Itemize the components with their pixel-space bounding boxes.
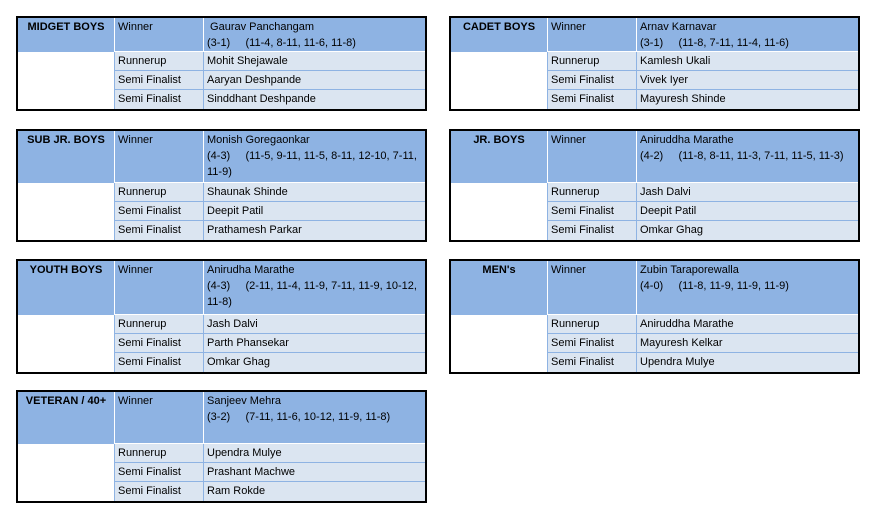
category-spacer	[18, 221, 115, 240]
category-spacer	[18, 482, 115, 501]
player-name: Mayuresh Kelkar	[637, 334, 858, 353]
winner-name: Anirudha Marathe	[207, 264, 295, 276]
player-name: Omkar Ghag	[637, 221, 858, 240]
match-score: (3-2) (7-11, 11-6, 10-12, 11-9, 11-8)	[207, 411, 391, 423]
category-spacer	[451, 202, 548, 221]
category-spacer	[18, 202, 115, 221]
category-table	[449, 129, 860, 242]
winner-cell	[204, 392, 425, 444]
match-score: (4-0) (11-8, 11-9, 11-9, 11-9)	[640, 280, 789, 292]
result-label: Runnerup	[115, 183, 204, 202]
category-spacer	[18, 183, 115, 202]
category-name: SUB JR. BOYS	[18, 131, 115, 183]
result-label: Semi Finalist	[115, 334, 204, 353]
category-spacer	[451, 334, 548, 353]
result-label: Runnerup	[548, 315, 637, 334]
match-score: (4-2) (11-8, 8-11, 11-3, 7-11, 11-5, 11-3)	[640, 150, 844, 162]
player-name: Mohit Shejawale	[204, 52, 425, 71]
category-name: JR. BOYS	[451, 131, 548, 183]
player-name: Deepit Patil	[204, 202, 425, 221]
winner-name: Zubin Taraporewalla	[640, 264, 739, 276]
category-table	[16, 390, 427, 503]
result-label: Semi Finalist	[548, 71, 637, 90]
category-spacer	[18, 444, 115, 463]
result-label: Runnerup	[115, 315, 204, 334]
player-name: Sinddhant Deshpande	[204, 90, 425, 109]
result-label: Runnerup	[115, 52, 204, 71]
winner-cell	[204, 131, 425, 183]
winner-label: Winner	[548, 131, 637, 183]
result-label: Semi Finalist	[115, 90, 204, 109]
category-spacer	[451, 183, 548, 202]
category-spacer	[18, 52, 115, 71]
player-name: Aniruddha Marathe	[637, 315, 858, 334]
result-label: Runnerup	[115, 444, 204, 463]
category-spacer	[18, 463, 115, 482]
result-label: Runnerup	[548, 183, 637, 202]
category-spacer	[18, 71, 115, 90]
result-label: Semi Finalist	[548, 353, 637, 372]
winner-name: Aniruddha Marathe	[640, 134, 734, 146]
player-name: Jash Dalvi	[637, 183, 858, 202]
category-name: VETERAN / 40+	[18, 392, 115, 444]
category-spacer	[18, 353, 115, 372]
result-label: Semi Finalist	[115, 221, 204, 240]
category-table	[16, 259, 427, 374]
result-label: Runnerup	[548, 52, 637, 71]
winner-label: Winner	[115, 18, 204, 52]
winner-name: Monish Goregaonkar	[207, 134, 310, 146]
category-name: YOUTH BOYS	[18, 261, 115, 315]
category-spacer	[18, 315, 115, 334]
category-spacer	[18, 334, 115, 353]
category-table	[449, 259, 860, 374]
player-name: Omkar Ghag	[204, 353, 425, 372]
category-spacer	[451, 353, 548, 372]
result-label: Semi Finalist	[115, 202, 204, 221]
winner-cell	[637, 261, 858, 315]
category-table	[449, 16, 860, 111]
winner-cell	[204, 261, 425, 315]
player-name: Kamlesh Ukali	[637, 52, 858, 71]
result-label: Semi Finalist	[115, 353, 204, 372]
winner-name: Arnav Karnavar	[640, 21, 717, 33]
category-name: CADET BOYS	[451, 18, 548, 52]
player-name: Deepit Patil	[637, 202, 858, 221]
category-spacer	[451, 315, 548, 334]
result-label: Semi Finalist	[548, 334, 637, 353]
player-name: Prashant Machwe	[204, 463, 425, 482]
player-name: Shaunak Shinde	[204, 183, 425, 202]
winner-label: Winner	[115, 392, 204, 444]
winner-cell	[637, 18, 858, 52]
category-name: MIDGET BOYS	[18, 18, 115, 52]
winner-cell	[637, 131, 858, 183]
category-spacer	[451, 52, 548, 71]
result-label: Semi Finalist	[115, 463, 204, 482]
player-name: Upendra Mulye	[637, 353, 858, 372]
category-name: MEN's	[451, 261, 548, 315]
category-table	[16, 129, 427, 242]
category-spacer	[451, 90, 548, 109]
category-spacer	[451, 221, 548, 240]
player-name: Ram Rokde	[204, 482, 425, 501]
match-score: (4-3) (2-11, 11-4, 11-9, 7-11, 11-9, 10-12, 11-8)	[207, 280, 420, 308]
player-name: Parth Phansekar	[204, 334, 425, 353]
player-name: Upendra Mulye	[204, 444, 425, 463]
result-label: Semi Finalist	[548, 90, 637, 109]
winner-label: Winner	[548, 18, 637, 52]
category-spacer	[18, 90, 115, 109]
match-score: (3-1) (11-8, 7-11, 11-4, 11-6)	[640, 37, 789, 49]
result-label: Semi Finalist	[115, 71, 204, 90]
winner-label: Winner	[115, 131, 204, 183]
result-label: Semi Finalist	[548, 221, 637, 240]
match-score: (4-3) (11-5, 9-11, 11-5, 8-11, 12-10, 7-11, 11-9)	[207, 150, 420, 178]
winner-name: Gaurav Panchangam	[207, 21, 315, 33]
winner-cell	[204, 18, 425, 52]
player-name: Jash Dalvi	[204, 315, 425, 334]
player-name: Vivek Iyer	[637, 71, 858, 90]
winner-label: Winner	[548, 261, 637, 315]
category-spacer	[451, 71, 548, 90]
winner-label: Winner	[115, 261, 204, 315]
category-table	[16, 16, 427, 111]
result-label: Semi Finalist	[115, 482, 204, 501]
match-score: (3-1) (11-4, 8-11, 11-6, 11-8)	[207, 37, 356, 49]
player-name: Prathamesh Parkar	[204, 221, 425, 240]
player-name: Aaryan Deshpande	[204, 71, 425, 90]
player-name: Mayuresh Shinde	[637, 90, 858, 109]
result-label: Semi Finalist	[548, 202, 637, 221]
winner-name: Sanjeev Mehra	[207, 395, 281, 407]
